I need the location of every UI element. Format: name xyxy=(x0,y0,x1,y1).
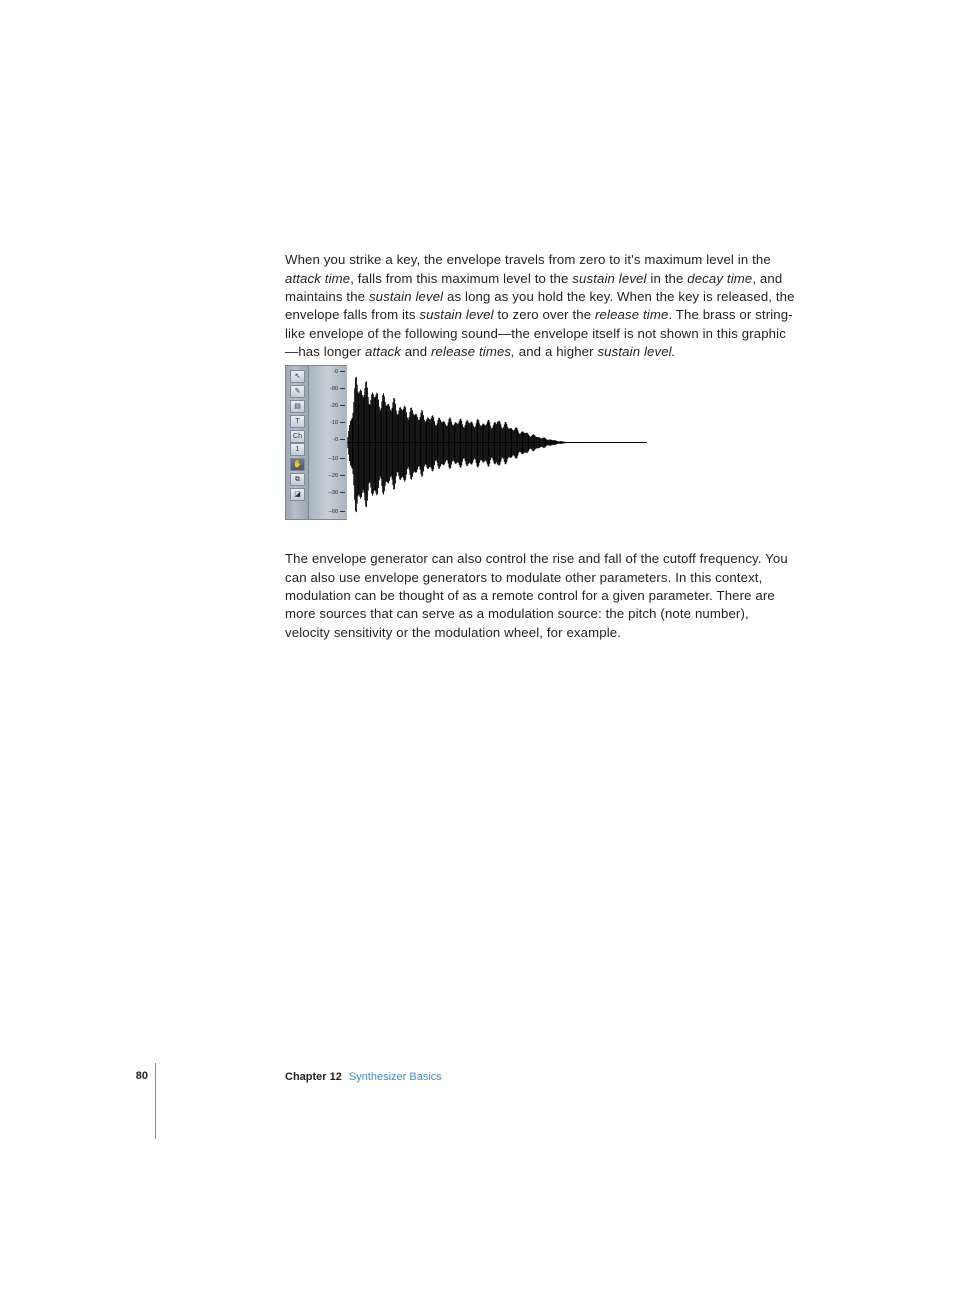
text-run: , and maintains the xyxy=(285,270,783,304)
emphasis-text: sustain level. xyxy=(597,344,676,360)
text-run: The envelope generator can also control the rise and fall of the cutoff frequency. You can also use envelope generators to modulate other parameters. In this context, modulation can be thought of as a remote control for a given parameter. There are more sources that can serve as a modulation source: the pitch (note number), velocity sensitivity or the modulation wheel, for example. xyxy=(285,551,788,640)
ruler-tick: -20 xyxy=(330,403,345,409)
footer-chapter-title[interactable]: Synthesizer Basics xyxy=(348,1071,442,1083)
ruler-tick: -0 xyxy=(333,369,345,375)
ruler-tick: --20 xyxy=(328,473,345,479)
body-paragraph-2 xyxy=(285,550,797,642)
emphasis-text: sustain level xyxy=(419,307,494,323)
emphasis-text: sustain level xyxy=(368,289,444,304)
footer-divider xyxy=(155,1063,156,1139)
emphasis-text: attack xyxy=(365,344,402,360)
text-run: . The brass or string-like envelope of the following sound—the envelope itself is not shown in this graphic—has longer xyxy=(285,307,793,360)
text-run: and a higher xyxy=(514,344,598,360)
waveform-graphic xyxy=(347,365,647,520)
pointer-tool-icon[interactable]: ↖ xyxy=(290,370,305,383)
footer-chapter-label: Chapter 12 xyxy=(285,1071,342,1083)
crop-tool-icon[interactable]: ⧉ xyxy=(290,473,305,486)
text-run: and xyxy=(401,344,432,360)
waveform-display[interactable] xyxy=(309,365,647,520)
channel-label-icon[interactable]: Ch xyxy=(290,430,305,443)
emphasis-text: release times, xyxy=(431,344,515,360)
ruler-tick: --30 xyxy=(328,490,345,496)
ruler-tick: -0 xyxy=(333,437,345,443)
emphasis-text: attack time xyxy=(285,270,351,286)
amplitude-ruler xyxy=(309,365,347,520)
emphasis-text: sustain level xyxy=(572,270,647,286)
text-tool-icon[interactable]: T xyxy=(290,415,305,428)
ruler-tick: --10 xyxy=(328,456,345,462)
ruler-tick: --60 xyxy=(328,509,345,515)
emphasis-text: decay time xyxy=(687,270,753,286)
ruler-tick: -80 xyxy=(330,386,345,392)
text-run: When you strike a key, the envelope travels from zero to it's maximum level in the xyxy=(285,252,771,268)
zoom-tool-icon[interactable]: ◪ xyxy=(290,488,305,501)
hand-tool-icon[interactable]: ✋ xyxy=(290,458,305,471)
pencil-tool-icon[interactable]: ✎ xyxy=(290,385,305,398)
eraser-tool-icon[interactable]: ▤ xyxy=(290,400,305,413)
text-run: as long as you hold the key. When the key is released, the envelope falls from its xyxy=(285,289,795,323)
body-paragraph-1 xyxy=(285,251,797,361)
ruler-tick: -10 xyxy=(330,420,345,426)
figure-sample-editor-waveform xyxy=(285,365,647,520)
footer-chapter xyxy=(285,1071,442,1083)
channel-number-icon[interactable]: 1 xyxy=(290,443,305,456)
emphasis-text: release time xyxy=(595,307,669,323)
text-run: in the xyxy=(646,270,688,286)
text-run: , falls from this maximum level to the xyxy=(350,270,573,286)
text-run: to zero over the xyxy=(493,307,596,323)
sample-editor-toolbar xyxy=(285,365,309,520)
page-number: 80 xyxy=(135,1070,148,1082)
